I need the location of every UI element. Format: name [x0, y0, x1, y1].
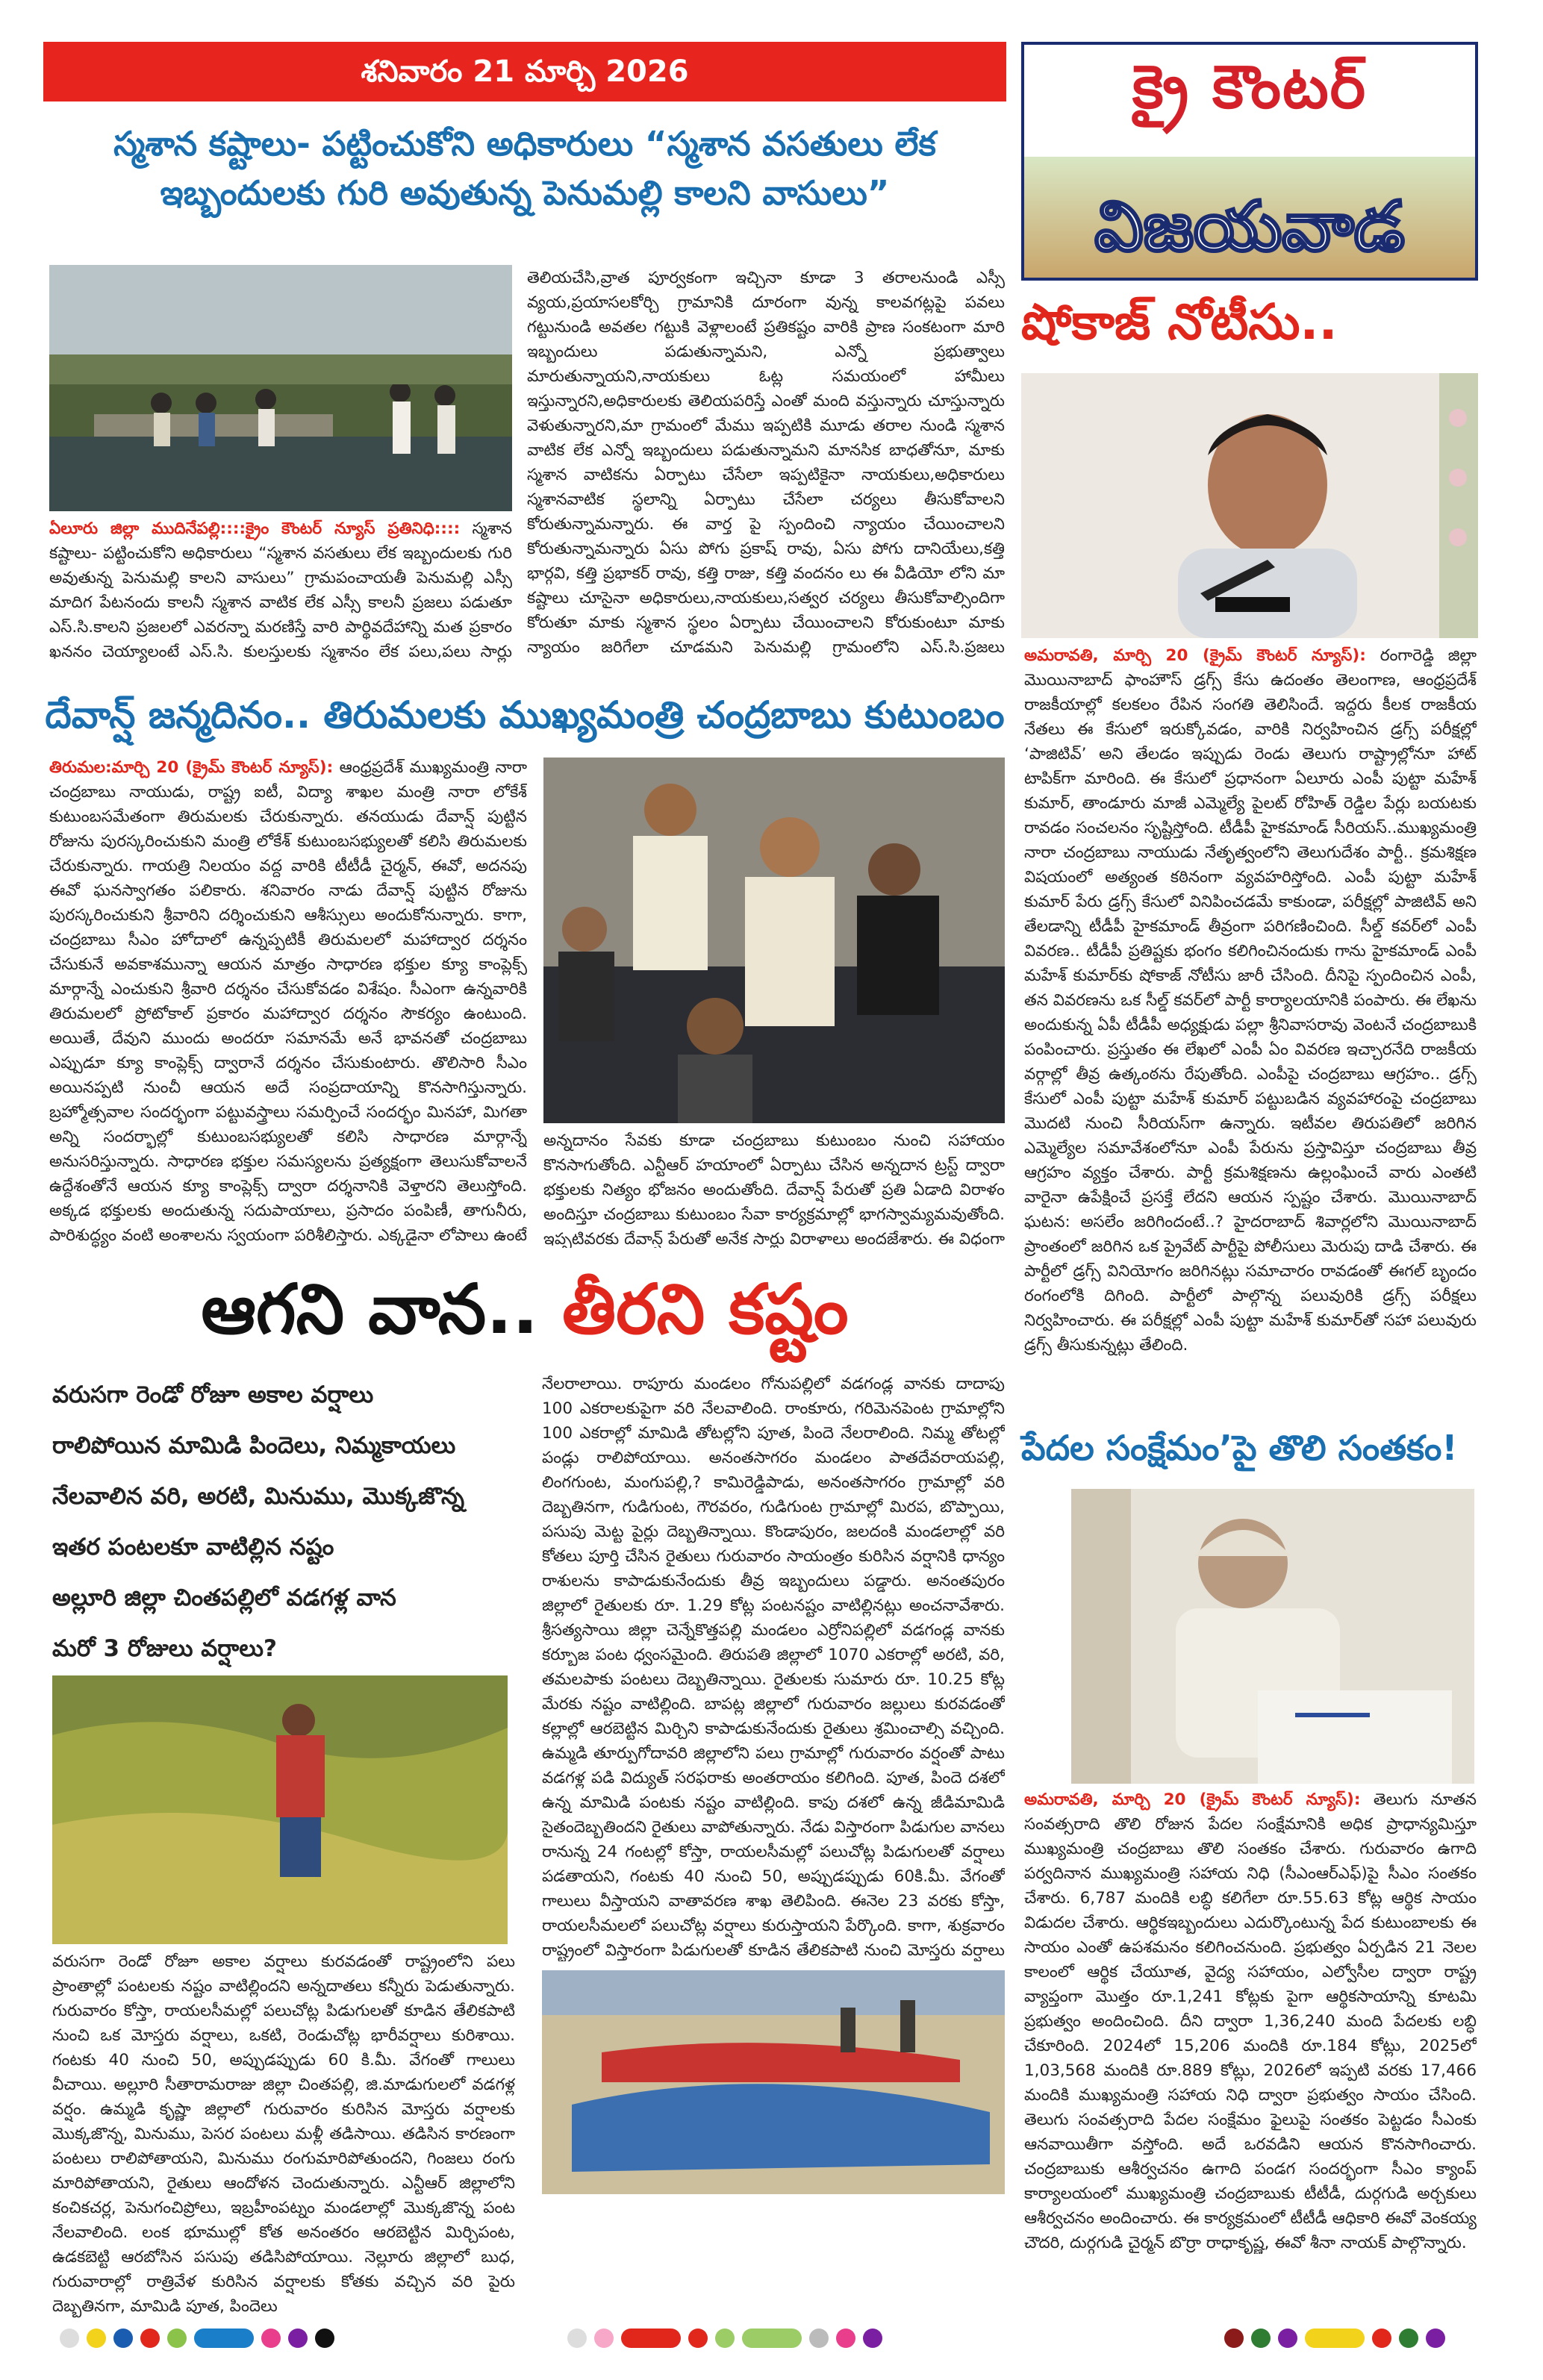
- masthead-top-text: క్రై కౌంటర్: [1132, 52, 1368, 122]
- article1-body-col2: తెలియచేసి,వ్రాత పూర్వకంగా ఇచ్చినా కూడా 3 తరాలనుండి ఎస్సీ వ్యయ,ప్రయాసలకోర్చి గ్రామానికి దూరంగా వున్న కాలవగట్లపై పవలు గట్టునుండి అవతల గట్టుకి వెళ్లాలంటే ప్రతికష్టం వారికి ప్రాణ సంకటంగా మారి ఇబ్బందులు పడుతున్నామని, ఎన్నో ప్రభుత్వాలు మారుతున్నాయని,నాయకులు ఓట్ల సమయంలో హామీలు ఇస్తున్నారని,అధికారులకు తెలియపరిస్తే ఎంతో మంది వస్తున్నారు చూస్తున్నారు వెళుతున్నారని,మా గ్రామంలో మేము ఇప్పటికి మూడు తరాల నుండి స్మశాన వాటిక లేక ఎన్నో ఇబ్బందులు పడుతున్నామని మానసిక బాధతోనూ, మాకు స్మశాన వాటికను ఏర్పాటు చేసేలా ఇప్పటికైనా నాయకులు,అధికారులు స్మశానవాటిక స్థలాన్ని ఏర్పాటు చేసేలా చర్యలు తీసుకోవాలని కోరుతున్నామన్నారు. ఈ వార్త పై స్పందించి న్యాయం చేయించాలని కోరుతున్నామన్నారు ఏసు పోగు ప్రకాష్ రావు, ఏసు పోగు దానియేలు,కత్తి భార్గవి, కత్తి ప్రభాకర్ రావు, కత్తి రాజు, కత్తి వందనం లు ఈ వీడియో లోని మా కష్టాలు చూసైనా అధికారులు,నాయకులు,సత్వర చర్యలు తీసుకోవాల్సిందిగా కోరుతూ మాకు స్మశాన స్థలం ఏర్పాటు చేయించాలని కోరుకుంటూ మాకు న్యాయం జరిగేలా చూడమని పెనుమల్లి గ్రామంలోని ఎస్.సి.ప్రజలు: [527, 269, 1005, 657]
- footer-pill: [621, 2329, 681, 2348]
- rain-body-col2: నేలరాలాయి. రాపూరు మండలం గోనుపల్లిలో వడగండ్ల వానకు దాదాపు 100 ఎకరాలకుపైగా వరి నేలవాలింది. రాంకూరు, గరిమెనపెంట గ్రామాల్లోని 100 ఎకరాల్లో మామిడి తోటల్లోని పూత, పిందె నేలరాలింది. నిమ్మ తోటల్లో పండ్లు రాలిపోయాయి. అనంతసాగరం మండలం పాతదేవరాయపల్లి, లింగగుంట, మంగుపల్లి,? కామిరెడ్డిపాడు, అనంతసాగరం గ్రామాల్లో వరి దెబ్బతినగా, గుడిగుంట, గౌరవరం, గుడిగుంట గ్రామాల్లో మిరప, బొప్పాయి, పసుపు మెట్ట పైర్లు దెబ్బతిన్నాయి. కొండాపురం, జలదంకి మండలాల్లో వరి కోతలు పూర్తి చేసిన రైతులు గురువారం సాయంత్రం కురిసిన వర్షానికి ధాన్యం రాశులను కాపాడుకునేందుకు తీవ్ర ఇబ్బందులు పడ్డారు. అనంతపురం జిల్లాలో రైతులకు రూ. 1.29 కోట్ల పంటనష్టం వాటిల్లినట్లు అంచనావేశారు. శ్రీసత్యసాయి జిల్లా చెన్నేకొత్తపల్లి మండలం ఎర్రోనిపల్లిలో వడగండ్ల వానకు కర్బూజ పంట ధ్వంసమైంది. తిరుపతి జిల్లాలో 1070 ఎకరాల్లో అరటి, వరి, తమలపాకు పంటలు దెబ్బతిన్నాయి. రైతులకు సుమారు రూ. 10.25 కోట్ల మేరకు నష్టం వాటిల్లింది. బాపట్ల జిల్లాలో గురువారం జల్లులు కురవడంతో కల్లాల్లో ఆరబెట్టిన మిర్చిని కాపాడుకునేందుకు రైతులు శ్రమించాల్సి వచ్చింది. ఉమ్మడి తూర్పుగోదావరి జిల్లాలోని పలు గ్రామాల్లో గురువారం వర్షంతో పాటు వడగళ్ల పడి విద్యుత్ సరఫరాకు అంతరాయం కలిగింది. పూత, పిందె దశలో ఉన్న మామిడి పంటకు నష్టం వాటిల్లింది. కాపు దశలో ఉన్న జీడిమామిడి సైతందెబ్బతిందని రైతులు వాపోతున్నారు. నేడు విస్తారంగా పిడుగుల వానలు రానున్న 24 గంటల్లో కోస్తా, రాయలసీమల్లో పలుచోట్ల పిడుగులతో వర్షాలు పడతాయని, గంటకు 40 నుంచి 50, అప్పుడప్పుడు 60కి.మీ. వేగంతో గాలులు వీస్తాయని వాతావరణ శాఖ తెలిపింది. ఈనెల 23 వరకు కోస్తా, రాయలసీమలలో పలుచోట్ల వర్షాలు కురుస్తాయని పేర్కొంది. కాగా, శుక్రవారం రాష్ట్రంలో విస్తారంగా పిడుగులతో కూడిన తేలికపాటి నుంచి మోస్తరు వర్షాలు: [542, 1375, 1005, 1960]
- footer-dot: [567, 2329, 587, 2348]
- footer-dots-center: [567, 2329, 882, 2348]
- rain-headline: [43, 1269, 1006, 1351]
- footer-dot: [1372, 2329, 1391, 2348]
- masthead-bottom-text: విజయవాడ: [1094, 187, 1405, 266]
- article1-col1-text: స్మశాన కష్టాలు- పట్టించుకోని అధికారులు “స్మశాన వసతులు లేక ఇబ్బందులకు గురి అవుతున్న పెనుమల్లి కాలని వాసులు” గ్రామపంచాయతీ పెనుమల్లి ఎస్సీ మాదిగ పేటనందు కాలనీ స్మశాన వాటిక లేక ఎస్సీ కాలనీ ప్రజలు పడుతూ ఎస్.సి.కాలని ప్రజలలో ఎవరన్నా మరణిస్తే వారి పార్థివదేహాన్ని మత ప్రకారం ఖననం చెయ్యాలంటే ఎస్.సి. కులస్తులకు స్మశానం లేక పలు,పలు సార్లు: [49, 519, 512, 661]
- showcause-byline: అమరావతి, మార్చి 20 (క్రైమ్ కౌంటర్ న్యూస్):: [1024, 646, 1366, 665]
- tirumala-col1-text: ఆంధ్రప్రదేశ్ ముఖ్యమంత్రి నారా చంద్రబాబు నాయుడు, రాష్ట్ర ఐటీ, విద్యా శాఖల మంత్రి నారా లోకేశ్ కుటుంబసమేతంగా తిరుమలకు చేరుకున్నారు. తనయుడు దేవాన్ష్ పుట్టిన రోజును పురస్కరించుకుని మంత్రి లోకేశ్ కుటుంబసభ్యులతో కలిసి తిరుమలకు చేరుకున్నారు. గాయత్రి నిలయం వద్ద వారికి టీటీడీ చైర్మన్, ఈవో, అదనపు ఈవో ఘనస్వాగతం పలికారు. శనివారం నాడు దేవాన్ష్ పుట్టిన రోజును పురస్కరించుకుని శ్రీవారిని దర్శించుకుని ఆశీస్సులు అందుకోనున్నారు. కాగా, చంద్రబాబు సీఎం హోదాలో ఉన్నప్పటికీ తిరుమలలో మహాద్వార దర్శనం చేసుకునే అవకాశమున్నా ఆయన మాత్రం సాధారణ భక్తుల క్యూ కాంప్లెక్స్ మార్గాన్నే ఎంచుకుని శ్రీవారి దర్శనం చేసుకోవడం విశేషం. సీఎంగా ఉన్నవారికి తిరుమలలో ప్రోటోకాల్ ప్రకారం మహాద్వార దర్శనం సౌకర్యం ఉంటుంది. అయితే, దేవుని ముందు అందరూ సమానమే అనే భావనతో చంద్రబాబు ఎప్పుడూ క్యూ కాంప్లెక్స్ ద్వారానే దర్శనం చేసుకుంటారు. తొలిసారి సీఎం అయినప్పటి నుంచీ ఆయన అదే సంప్రదాయాన్ని కొనసాగిస్తున్నారు. బ్రహ్మోత్సవాల సందర్భంగా పట్టువస్త్రాలు సమర్పించే సందర్భం మినహా, మిగతా అన్ని సందర్భాల్లో కుటుంబసభ్యులతో కలిసి సాధారణ మార్గాన్నే అనుసరిస్తున్నారు. సాధారణ భక్తుల సమస్యలను ప్రత్యక్షంగా తెలుసుకోవాలనే ఉద్దేశంతోనే ఆయన క్యూ కాంప్లెక్స్ ద్వారా దర్శనానికి వెళ్తారని తెలుస్తోంది. అక్కడ భక్తులకు అందుతున్న సదుపాయాలు, ప్రసాదం పంపిణీ, తాగునీరు, పారిశుద్ధ్యం వంటి అంశాలను స్వయంగా పరిశీలిస్తారు. ఎక్కడైనా లోపాలు ఉంటే: [49, 758, 527, 1245]
- welfare-text: తెలుగు నూతన సంవత్సరాది తొలి రోజున పేదల సంక్షేమానికి అధిక ప్రాధాన్యమిస్తూ ముఖ్యమంత్రి చంద్రబాబు తొలి సంతకం చేశారు. గురువారం ఉగాది పర్వదినాన ముఖ్యమంత్రి సహాయ నిధి (సీఎంఆర్ఎఫ్)పై సీఎం సంతకం చేశారు. 6,787 మందికి లబ్ధి కలిగేలా రూ.55.63 కోట్ల ఆర్థిక సాయం విడుదల చేశారు. ఆర్థికఇబ్బందులు ఎదుర్కొంటున్న పేద కుటుంబాలకు ఈ సాయం ఎంతో ఉపశమనం కలిగించనుంది. ప్రభుత్వం ఏర్పడిన 21 నెలల కాలంలో ఆర్థిక చేయూత, వైద్య సహాయం, ఎల్వోసీల ద్వారా రాష్ట్ర వ్యాప్తంగా మొత్తం రూ.1,241 కోట్లకు పైగా ఆర్థికసాయాన్ని కూటమి ప్రభుత్వం అందించింది. దీని ద్వారా 1,36,240 మంది పేదలకు లబ్ధి చేకూరింది. 2024లో 15,206 మందికి రూ.184 కోట్లు, 2025లో 1,03,568 మందికి రూ.889 కోట్లు, 2026లో ఇప్పటి వరకు 17,466 మందికి ముఖ్యమంత్రి సహాయ నిధి ద్వారా ప్రభుత్వం సాయం చేసింది. తెలుగు సంవత్సరాది పేదల సంక్షేమం ఫైలుపై సంతకం పెట్టడం సీఎంకు ఆనవాయితీగా వస్తోంది. అదే ఒరవడిని ఆయన కొనసాగించారు. చంద్రబాబుకు ఆశీర్వచనం ఉగాది పండగ సందర్భంగా సీఎం క్యాంప్ కార్యాలయంలో ముఖ్యమంత్రి చంద్రబాబుకు టీటీడీ, దుర్గగుడి అర్చకులు ఆశీర్వచనం అందించారు. ఈ కార్యక్రమంలో టీటీడీ ఆధికారి ఈవో వెంకయ్య చౌదరి, దుర్గగుడి చైర్మన్ బొర్రా రాధాకృష్ణ, ఈవో శీనా నాయక్ పాల్గొన్నారు.: [1024, 1790, 1477, 2252]
- footer-dot: [715, 2329, 735, 2348]
- footer-dot: [1251, 2329, 1271, 2348]
- footer-dot: [315, 2329, 334, 2348]
- footer-dot: [809, 2329, 829, 2348]
- rain-headline-black: ఆగని వాన..: [201, 1269, 539, 1349]
- footer-dots-left: [60, 2329, 334, 2348]
- footer-dot: [288, 2329, 308, 2348]
- rain-summary-item: నేలవాలిన వరి, అరటి, మినుము, మొక్కజొన్న: [52, 1483, 464, 1510]
- rain-headline-red: తీరని కష్టం: [562, 1269, 849, 1349]
- footer-dot: [1399, 2329, 1418, 2348]
- rain-summary-item: వరుసగా రెండో రోజూ అకాల వర్షాలు: [52, 1381, 374, 1408]
- tirumala-headline: దేవాన్ష్ జన్మదినం.. తిరుమలకు ముఖ్యమంత్రి చంద్రబాబు కుటుంబం: [45, 693, 1005, 737]
- showcause-body: [1024, 643, 1477, 1390]
- tirumala-body-col2: అన్నదానం సేవకు కూడా చంద్రబాబు కుటుంబం నుంచి సహాయం కొనసాగుతోంది. ఎన్టీఆర్ హయాంలో ఏర్పాటు చేసిన అన్నదాన ట్రస్ట్ ద్వారా భక్తులకు నిత్యం భోజనం అందుతోంది. దేవాన్ష్ పేరుతో ప్రతి ఏడాది విరాళం అందిస్తూ చంద్రబాబు కుటుంబం సేవా కార్యక్రమాల్లో భాగస్వామ్యమవుతోంది. ఇప్పటివరకు దేవాన్ష్ పేరుతో అనేక సార్లు విరాళాలు అందజేశారు. ఈ విధంగా: [543, 1131, 1005, 1248]
- footer-dot: [140, 2329, 160, 2348]
- rain-body-col1: వరుసగా రెండో రోజూ అకాల వర్షాలు కురవడంతో రాష్ట్రంలోని పలు ప్రాంతాల్లో పంటలకు నష్టం వాటిల్లిందని అన్నదాతలు కన్నీరు పెడుతున్నారు. గురువారం కోస్తా, రాయలసీమల్లో పలుచోట్ల పిడుగులతో కూడిన తేలికపాటి నుంచి ఒక మోస్తరు వర్షాలు, ఒకటి, రెండుచోట్ల భారీవర్షాలు కురిశాయి. గంటకు 40 నుంచి 50, అప్పుడప్పుడు 60 కి.మీ. వేగంతో గాలులు వీచాయి. అల్లూరి సీతారామరాజు జిల్లా చింతపల్లి, జి.మాడుగులలో వడగళ్ల వర్షం. ఉమ్మడి కృష్ణా జిల్లాలో గురువారం కురిసిన మోస్తరు వర్షాలకు మొక్కజొన్న, మినుము, పెసర పంటలు మళ్లీ తడిసాయి. తడిసిన కారణంగా పంటలు రాలిపోతాయని, మినుము రంగుమారిపోతుందని, గింజలు రంగు మారిపోతాయని, రైతులు ఆందోళన చెందుతున్నారు. ఎన్టీఆర్ జిల్లాలోని కంచికచర్ల, పెనుగంచిప్రోలు, ఇబ్రహీంపట్నం మండలాల్లో మొక్కజొన్న పంట నేలవాలింది. లంక భూముల్లో కోత అనంతరం ఆరబెట్టిన మిర్చిపంట, ఉడకబెట్టి ఆరబోసిన పసుపు తడిసిపోయాయి. నెల్లూరు జిల్లాలో బుధ, గురువారాల్లో రాత్రివేళ కురిసిన వర్షాలకు కోతకు వచ్చిన వరి పైరు దెబ్బతినగా, మామిడి పూత, పిందెలు: [52, 1952, 515, 2316]
- tirumala-photo: [543, 758, 1005, 1123]
- article1-headline-line2: ఇబ్బందులకు గురి అవుతున్న పెనుమల్లి కాలని వాసులు”: [160, 173, 890, 213]
- article1-byline: ఏలూరు జిల్లా ముదినేపల్లి::::క్రైం కౌంటర్ న్యూస్ ప్రతినిధి::::: [49, 519, 461, 538]
- article1-photo: [49, 265, 512, 511]
- footer-dot: [1426, 2329, 1445, 2348]
- footer-dot: [60, 2329, 79, 2348]
- footer-dots-right: [1224, 2329, 1445, 2348]
- footer-dot: [113, 2329, 133, 2348]
- rain-summary-item: ఇతర పంటలకూ వాటిల్లిన నష్టం: [52, 1534, 334, 1561]
- footer-pill: [1305, 2329, 1365, 2348]
- footer-pill: [742, 2329, 802, 2348]
- date-band: శనివారం 21 మార్చి 2026: [43, 42, 1006, 101]
- welfare-body: [1024, 1787, 1477, 2254]
- footer-dot: [261, 2329, 281, 2348]
- footer-dot: [1224, 2329, 1244, 2348]
- rain-photo-tarpaulin: [542, 1970, 1005, 2194]
- showcause-photo: [1021, 373, 1478, 638]
- footer-dot: [863, 2329, 882, 2348]
- tirumala-byline: తిరుమల:మార్చి 20 (క్రైమ్ కౌంటర్ న్యూస్):: [49, 758, 334, 777]
- footer-dot: [1278, 2329, 1297, 2348]
- tirumala-body-col1: [49, 755, 527, 1248]
- article1-headline: [43, 119, 1006, 218]
- article1-headline-line1: స్మశాన కష్టాలు- పట్టించుకోని అధికారులు “స్మశాన వసతులు లేక: [113, 124, 936, 163]
- rain-summary: [52, 1369, 515, 1674]
- footer-dot: [594, 2329, 614, 2348]
- showcause-text: రంగారెడ్డి జిల్లా మొయినాబాద్ ఫాంహౌస్ డ్రగ్స్ కేసు ఉదంతం తెలంగాణ, ఆంధ్రప్రదేశ్ రాజకీయాల్లో కలకలం రేపిన సంగతి తెలిసిందే. ఇద్దరు కీలక రాజకీయ నేతలు ఈ కేసులో ఇరుక్కోవడం, వారికి నిర్వహించిన డ్రగ్స్ పరీక్షల్లో ‘పాజిటివ్’ అని తేలడం ఇప్పుడు రెండు తెలుగు రాష్ట్రాల్లోనూ హాట్ టాపిక్‌గా మారింది. ఈ కేసులో ప్రధానంగా ఏలూరు ఎంపీ పుట్టా మహేశ్ కుమార్, తాండూరు మాజీ ఎమ్మెల్యే పైలట్ రోహిత్ రెడ్డిల పేర్లు బయటకు రావడం సంచలనం సృష్టిస్తోంది. టీడీపీ హైకమాండ్ సీరియస్..ముఖ్యమంత్రి నారా చంద్రబాబు నాయుడు నేతృత్వంలోని తెలుగుదేశం పార్టీ.. క్రమశిక్షణ విషయంలో అత్యంత కఠినంగా వ్యవహరిస్తోంది. ఎంపీ పుట్టా మహేశ్ కుమార్ పేరు డ్రగ్స్ కేసులో వినిపించడమే కాకుండా, పరీక్షల్లో పాజిటివ్ అని తేలడాన్ని టీడీపీ హైకమాండ్ తీవ్రంగా పరిగణించింది. సీల్డ్ కవర్‌లో ఎంపీ వివరణ.. టీడీపీ ప్రతిష్టకు భంగం కలిగించినందుకు గాను హైకమాండ్ ఎంపీ మహేశ్ కుమార్‌కు షోకాజ్ నోటీసు జారీ చేసింది. దీనిపై స్పందించిన ఎంపీ, తన వివరణను ఒక సీల్డ్ కవర్‌లో పార్టీ కార్యాలయానికి పంపారు. ఈ లేఖను అందుకున్న ఏపీ టీడీపీ అధ్యక్షుడు పల్లా శ్రీనివాసరావు వెంటనే చంద్రబాబుకి పంపించారు. ప్రస్తుతం ఈ లేఖలో ఎంపీ ఏం వివరణ ఇచ్చారనేది రాజకీయ వర్గాల్లో తీవ్ర ఉత్కంఠను రేపుతోంది. ఎంపీపై చంద్రబాబు ఆగ్రహం.. డ్రగ్స్ కేసులో ఎంపీ పుట్టా మహేశ్ కుమార్ పట్టుబడిన వ్యవహారంపై చంద్రబాబు మొదటి నుంచి సీరియస్‌గా ఉన్నారు. ఇటీవల తిరుపతిలో జరిగిన ఎమ్మెల్యేల సమావేశంలోనూ ఎంపీ పేరును ప్రస్తావిస్తూ చంద్రబాబు తీవ్ర ఆగ్రహం వ్యక్తం చేశారు. పార్టీ క్రమశిక్షణను ఉల్లంఘించే వారు ఎంతటి వారైనా ఉపేక్షించే ప్రసక్తే లేదని ఆయన స్పష్టం చేశారు. మొయినాబాద్ ఘటన: అసలేం జరిగిందంటే..? హైదరాబాద్ శివార్లలోని మొయినాబాద్ ప్రాంతంలో జరిగిన ఒక ప్రైవేట్ పార్టీపై పోలీసులు మెరుపు దాడి చేశారు. ఈ పార్టీలో డ్రగ్స్ వినియోగం జరిగినట్లు సమాచారం రావడంతో ఈగల్ బృందం రంగంలోకి దిగింది. పార్టీలో పాల్గొన్న పలువురికి డ్రగ్స్ పరీక్షలు నిర్వహించారు. ఈ పరీక్షల్లో ఎంపీ పుట్టా మహేశ్ కుమార్‌తో సహా పలువురు డ్రగ్స్ తీసుకున్నట్లు తేలింది.: [1024, 646, 1477, 1355]
- footer-dot: [688, 2329, 708, 2348]
- footer-pill: [194, 2329, 254, 2348]
- welfare-photo: [1071, 1489, 1474, 1784]
- footer-dot: [87, 2329, 106, 2348]
- welfare-headline: పేదల సంక్షేమం’పై తొలి సంతకం!: [1021, 1428, 1458, 1468]
- rain-summary-item: అల్లూరి జిల్లా చింతపల్లిలో వడగళ్ల వాన: [52, 1584, 396, 1611]
- rain-photo-crop: [52, 1675, 508, 1944]
- footer-dot: [836, 2329, 855, 2348]
- welfare-byline: అమరావతి, మార్చి 20 (క్రైమ్ కౌంటర్ న్యూస్):: [1024, 1790, 1361, 1809]
- rain-summary-item: రాలిపోయిన మామిడి పిందెలు, నిమ్మకాయలు: [52, 1432, 456, 1459]
- masthead-logo: [1021, 42, 1478, 281]
- footer-dot: [167, 2329, 187, 2348]
- article1-body-col1: [49, 516, 512, 663]
- rain-summary-item: మరో 3 రోజులు వర్షాలు?: [52, 1635, 278, 1662]
- showcause-headline: షోకాజ్ నోటీసు..: [1021, 293, 1338, 351]
